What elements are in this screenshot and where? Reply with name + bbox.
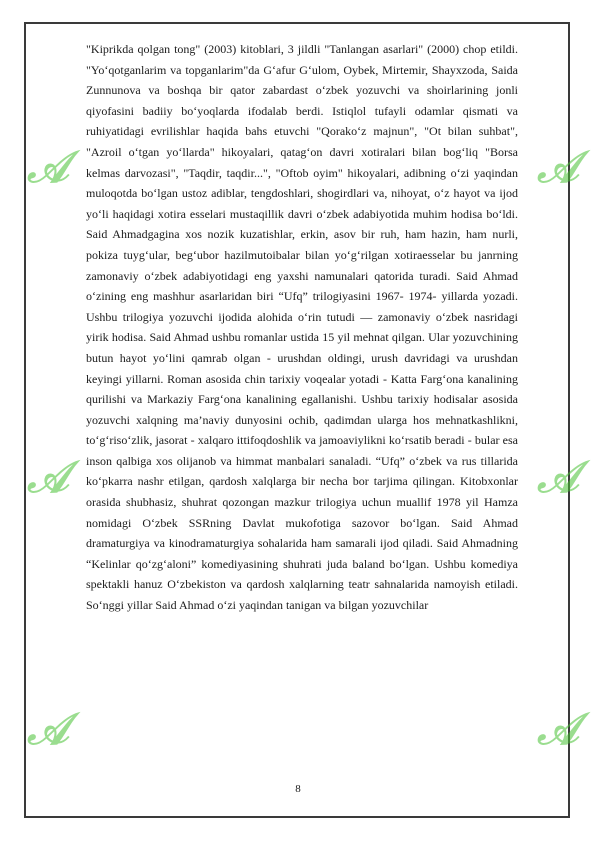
body-text-block [86,39,518,616]
watermark-logo-right-bottom: 𝒜 [535,704,587,755]
watermark-logo-left-bottom: 𝒜 [25,704,77,755]
watermark-logo-right-top: 𝒜 [535,142,587,193]
body-paragraph: "Kiprikda qolgan tong" (2003) kitoblari, 3 jildli "Tanlangan asarlari" (2000) chop etildi. "Yo‘qotganlarim va topganlarim"da G‘afur G‘ulom, Oybek, Mirtemir, Shayxzoda, Saida Zunnunova va boshqa bir qator zabardast o‘zbek yozuvchi va shoirlarining jonli qiyofasini badiiy bo‘yoqlarda ifodalab berdi. Istiqlol tufayli odamlar qismati va ruhiyatidagi evrilishlar haqida bahs etuvchi "Qorako‘z majnun", "Ot bilan suhbat", "Azroil o‘tgan yo‘llarda" hikoyalari, qatag‘on davri xotiralari bilan bog‘liq "Borsa kelmas darvozasi", "Taqdir, taqdir...", "Oftob oyim" hikoyalari, adibning o‘zi yaqindan muloqotda bo‘lgan ustoz adiblar, tengdoshlari, shogirdlari va, nihoyat, o‘z hayot va ijod yo‘li haqidagi xotira esselari mustaqillik davri o‘zbek adabiyotida muhim hodisa bo‘ldi. Said Ahmadgagina xos nozik kuzatishlar, erkin, asov bir ruh, ham hazin, ham nurli, pokiza tuyg‘ular, beg‘ubor hazilmutoibalar bilan yo‘g‘rilgan xotiraesselar bu janrning zamonaviy o‘zbek adabiyotidagi eng yaxshi namunalari qatorida turadi. Said Ahmad o‘zining eng mashhur asarlaridan biri “Ufq” trilogiyasini 1967- 1974- yillarda yozadi. Ushbu trilogiya yozuvchi ijodida alohida o‘rin tutudi — zamonaviy o‘zbek nasridagi yirik hodisa. Said Ahmad ushbu romanlar ustida 15 yil mehnat qilgan. Ular yozuvchining butun hayot yo‘lini qamrab olgan - urushdan oldingi, urush davridagi va urushdan keyingi yillarni. Roman asosida chin tarixiy voqealar yotadi - Katta Farg‘ona kanalining qurilishi va Markaziy Farg‘ona kanalining egallanishi. Ushbu tarixiy hodisalar asosida yozuvchi xalqning ma’naviy dunyosini ochib, qadimdan ularga hos mehnatkashlikni, to‘g‘riso‘zlik, jasorat - xalqaro ittifoqdoshlik va jamoaviylikni ko‘rsatib beradi - bular esa inson qalbiga xos olijanob va himmat manbalari sanaladi. “Ufq” o‘zbek va rus tillarida ko‘pkarra nashr etilgan, qardosh xalqlarga bir necha bor tarjima qilingan. Kitobxonlar orasida shubhasiz, shuhrat qozongan mazkur trilogiya uchun muallif 1978 yil Hamza nomidagi O‘zbek SSRning Davlat mukofotiga sazovor bo‘lgan. Said Ahmad dramaturgiya va kinodramaturgiya sohalarida ham samarali ijod qiladi. Said Ahmadning “Kelinlar qo‘zg‘aloni” komediyasining shuhrati juda baland bo‘lgan. Ushbu komediya spektakli hanuz O‘zbekiston va qardosh xalqlarning teatr sahnalarida namoyish etiladi. So‘nggi yillar Said Ahmad o‘zi yaqindan tanigan va bilgan yozuvchilar [86,42,518,613]
watermark-logo-right-middle: 𝒜 [535,452,587,503]
watermark-logo-left-middle: 𝒜 [25,452,77,503]
page-number: 8 [295,783,301,795]
watermark-logo-left-top: 𝒜 [25,142,77,193]
